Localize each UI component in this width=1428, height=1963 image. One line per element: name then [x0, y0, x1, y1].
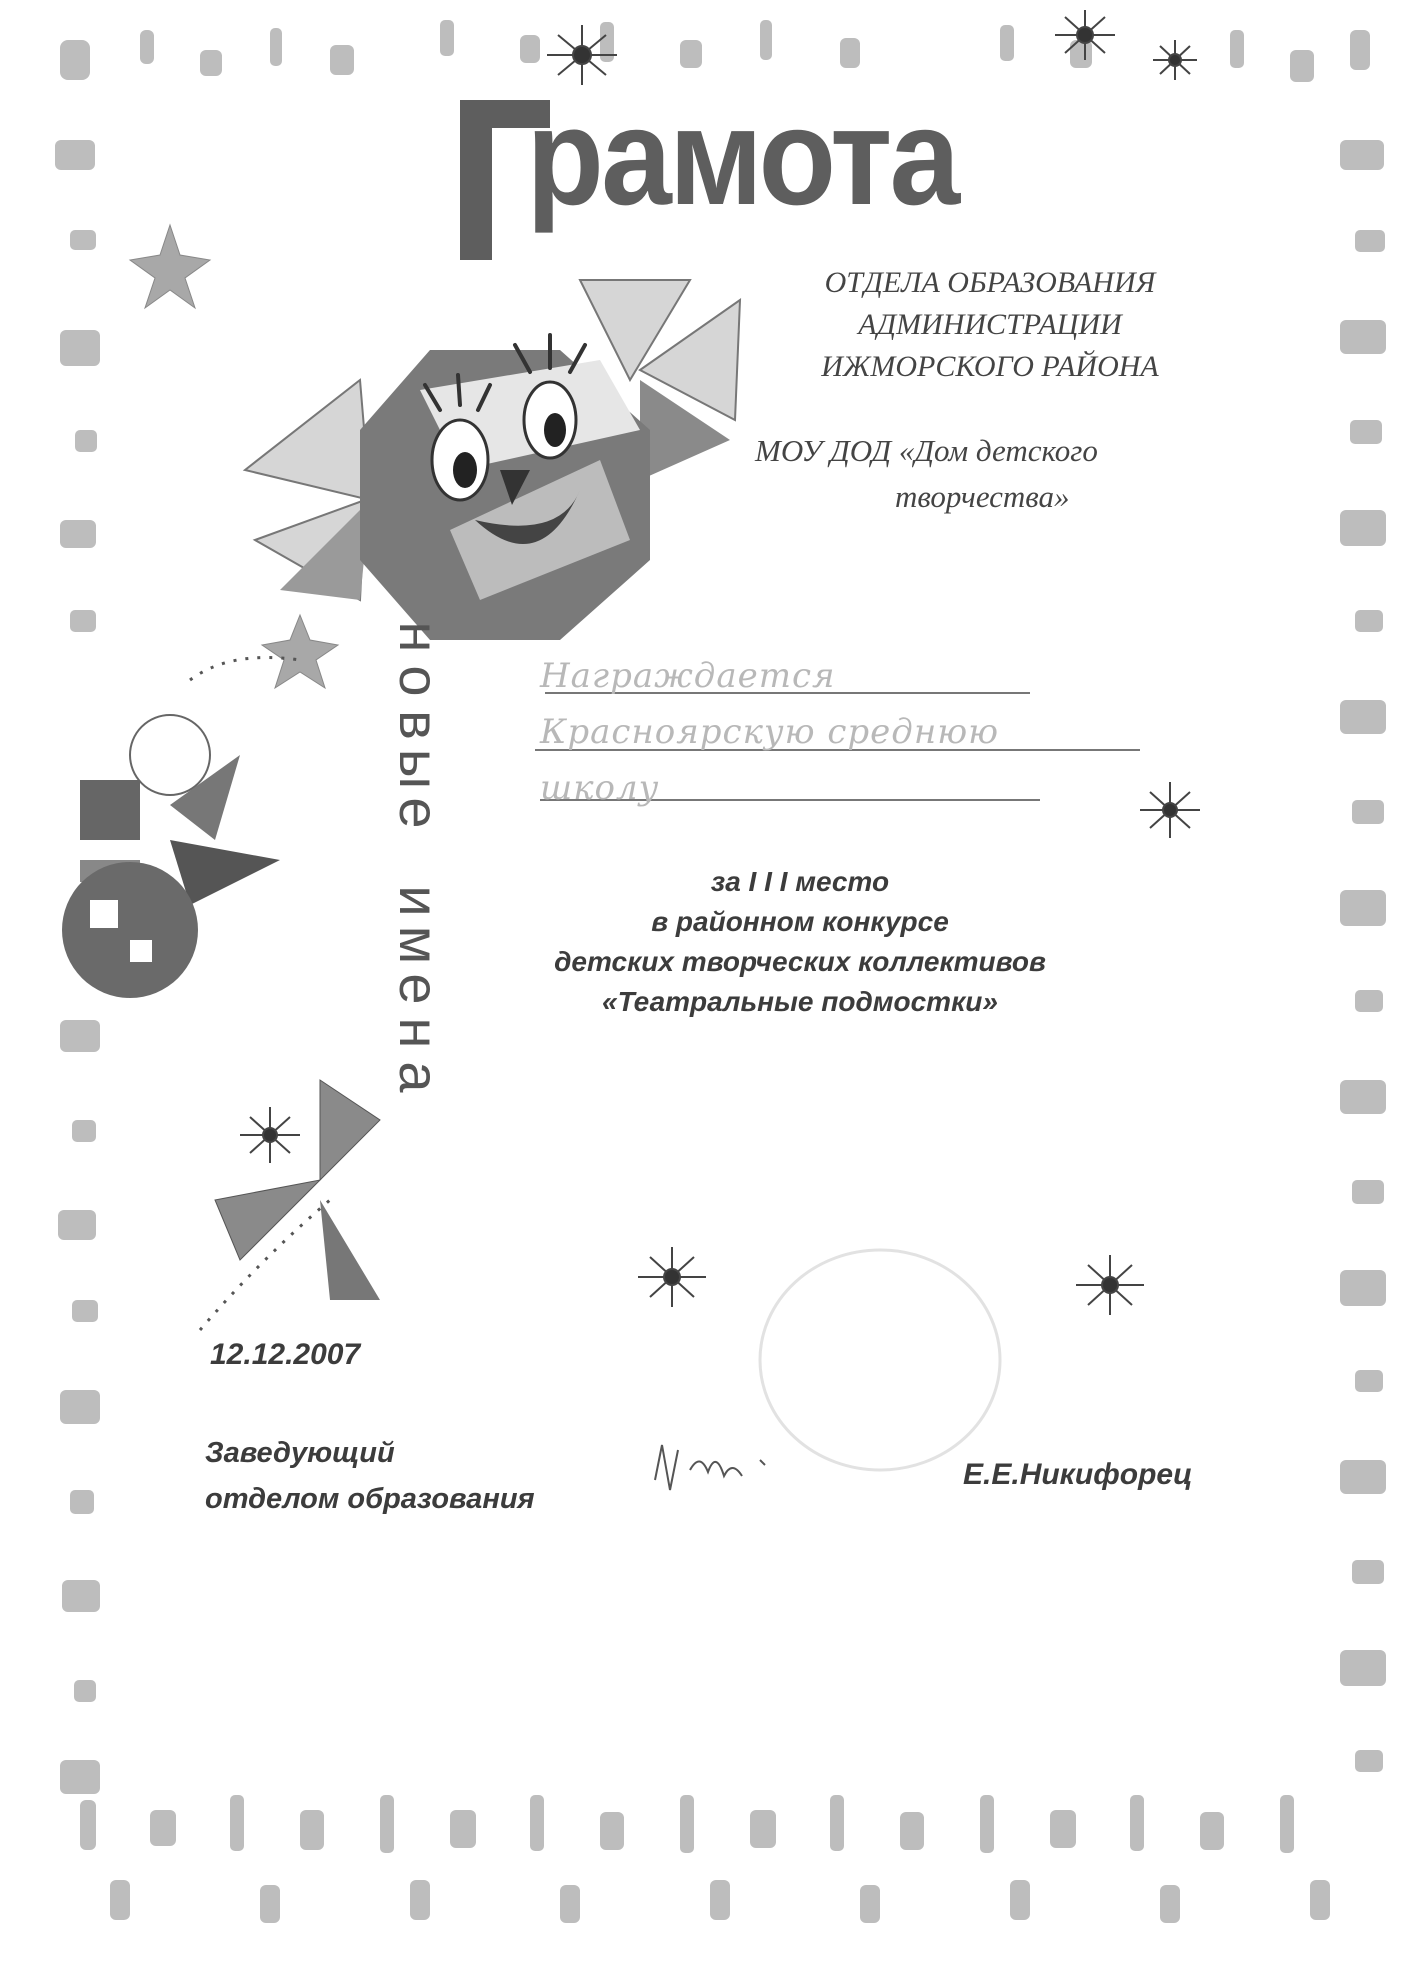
award-text — [470, 862, 1130, 1022]
vertical-slogan-letter: а — [388, 1061, 451, 1093]
vertical-slogan-letter: и — [388, 885, 451, 917]
mascot-illustration — [245, 280, 740, 640]
certificate-title: Грамота — [462, 80, 958, 234]
issuer-line: ИЖМОРСКОГО РАЙОНА — [821, 350, 1159, 383]
award-line: «Театральные подмостки» — [602, 986, 998, 1017]
organization-line2: творчества» — [895, 479, 1070, 514]
vertical-slogan-letter: м — [388, 925, 451, 965]
signatory-position — [205, 1430, 535, 1522]
organization-line1: МОУ ДОД «Дом детского — [755, 433, 1098, 468]
recipient-line: школу — [540, 768, 660, 808]
geometric-shapes — [62, 715, 380, 1300]
award-line: за I I I место — [710, 866, 890, 897]
vertical-slogan-letter: о — [388, 665, 451, 697]
vertical-slogan-letter: н — [388, 621, 451, 653]
vertical-slogan-letter: в — [388, 710, 451, 740]
vertical-slogan — [388, 615, 455, 1099]
vertical-slogan-letter: ы — [388, 748, 451, 790]
issuer-block — [740, 262, 1240, 388]
vertical-slogan-letter: е — [388, 797, 451, 829]
signatory-name: Е.Е.Никифорец — [963, 1458, 1193, 1491]
signature — [655, 1445, 765, 1490]
recipient-handwritten — [540, 648, 1160, 816]
recipient-line: Награждается — [540, 656, 836, 696]
award-line: в районном конкурсе — [651, 906, 949, 937]
recipient-line: Красноярскую среднюю — [540, 712, 1000, 752]
organization-block — [755, 428, 1098, 520]
vertical-slogan-letter: е — [388, 973, 451, 1005]
award-line: детских творческих коллективов — [554, 946, 1046, 977]
stamp-mark — [760, 1250, 1000, 1470]
position-line2: отделом образования — [205, 1483, 535, 1515]
issue-date: 12.12.2007 — [210, 1338, 361, 1371]
position-line1: Заведующий — [205, 1437, 395, 1469]
issuer-line: АДМИНИСТРАЦИИ — [858, 308, 1122, 341]
issuer-line: ОТДЕЛА ОБРАЗОВАНИЯ — [824, 266, 1156, 299]
vertical-slogan-letter: н — [388, 1017, 451, 1049]
